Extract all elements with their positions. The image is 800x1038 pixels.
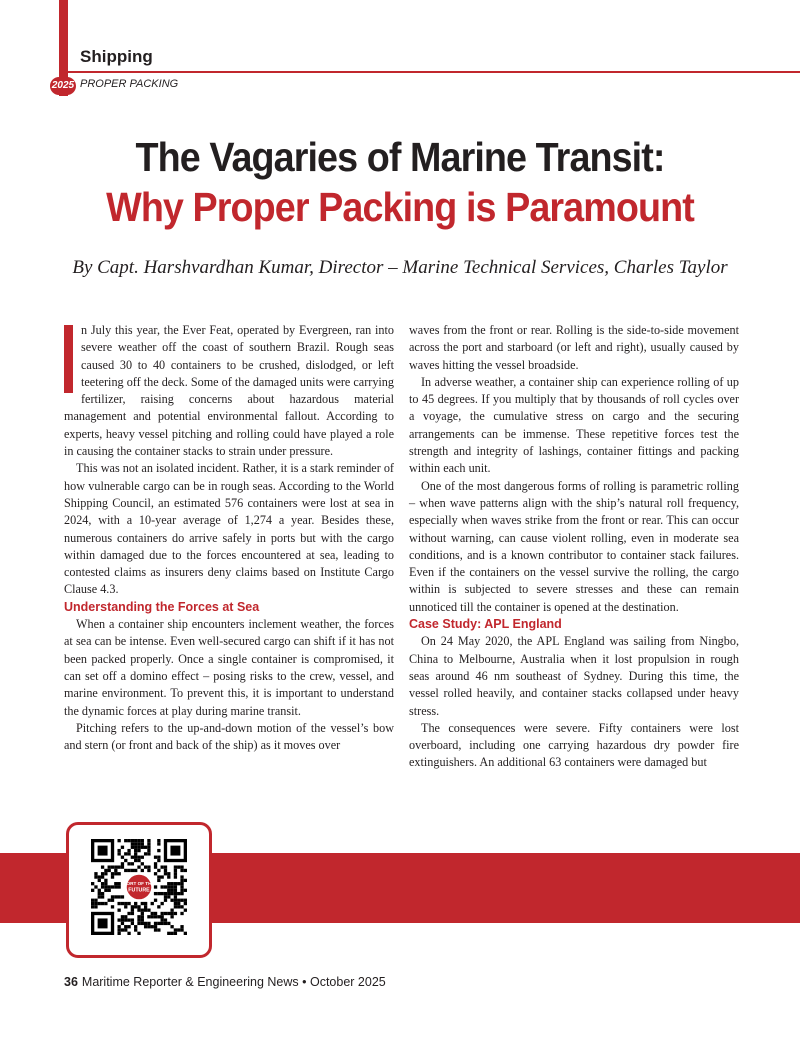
byline: [0, 257, 800, 279]
qr-code-card[interactable]: [66, 822, 212, 958]
article-column-right: [409, 322, 739, 772]
article-column-left: [64, 322, 394, 754]
publication-info: Maritime Reporter & Engineering News • October 2025: [81, 975, 386, 989]
article-paragraph-text: n July this year, the Ever Feat, operated by Evergreen, ran into severe weather off the coast of southern Brazil. Rough seas caused 30 to 40 containers to be crushed, dislodged, or left teetering off the deck. Some of the damaged units were carrying fertilizer, raising concerns about hazardous material management and potential environmental fallout. According to experts, heavy vessel pitching and rolling could have played a role in causing the container stacks to strain under pressure.: [64, 323, 394, 459]
qr-code-icon[interactable]: [91, 839, 187, 935]
byline-dash: –: [383, 257, 403, 278]
section-divider: [68, 71, 800, 73]
article-paragraph: One of the most dangerous forms of rolling is parametric rolling – when wave patterns align with the ship’s natural roll frequency, especially when waves strike from the front or rear. This can occur without warning, can cause violent rolling, even in moderate sea conditions, and is a known contributor to container stack failures. Even if the containers on the vessel survive the rolling, the cargo within is subjected to severe stresses and these can remain unnoticed till the container is opened at the destination.: [409, 478, 739, 614]
drop-cap-bar: [64, 325, 73, 393]
article-paragraph: The consequences were severe. Fifty containers were lost overboard, including one carrying hazardous dry powder fire extinguishers. An additional 63 containers were damaged but: [409, 720, 739, 770]
article-paragraph: Pitching refers to the up-and-down motion of the vessel’s bow and stern (or front and back of the ship) as it moves over: [64, 720, 394, 753]
article-paragraph: waves from the front or rear. Rolling is the side-to-side movement across the port and starboard (or left and right), usually caused by waves hitting the vessel broadside.: [409, 323, 739, 372]
headline-line-2: Why Proper Packing is Paramount: [106, 184, 694, 230]
year-badge: 2025: [50, 77, 76, 95]
subsection-label: PROPER PACKING: [80, 78, 179, 90]
qr-logo-text-1: PORT OF THE: [123, 881, 155, 887]
article-paragraph: This was not an isolated incident. Rather, it is a stark reminder of how vulnerable cargo can be in rough seas. According to the World Shipping Council, an estimated 576 containers were lost at sea in 2024, with a 10-year average of 1,274 a year. Besides these, numerous containers do arrive safely in ports but with the cargo within damaged due to the forces encountered at sea, leading to contested claims as insurers deny claims based on Institute Cargo Clause 4.3.: [64, 461, 394, 597]
article-paragraph: In adverse weather, a container ship can experience rolling of up to 45 degrees. If you multiply that by thousands of roll cycles over a voyage, the cumulative stress on cargo and the securing arrangements can be immense. These repetitive forces test the strength and integrity of lashings, container fittings and packing within each unit.: [409, 374, 739, 476]
byline-author: By Capt. Harshvardhan Kumar, Director: [72, 257, 384, 278]
section-label: Shipping: [80, 47, 153, 66]
headline-line-1: The Vagaries of Marine Transit:: [135, 134, 665, 180]
page-footer: [64, 975, 386, 989]
article-paragraph: [64, 322, 394, 460]
section-heading: Understanding the Forces at Sea: [64, 599, 260, 614]
article-paragraph: When a container ship encounters inclement weather, the forces at sea can be intense. Even well-secured cargo can shift if it has not been packed properly. Once a single container is compromised, it can set off a domino effect – posing risks to the crew, vessel, and marine environment. To prevent this, it is important to understand the dynamic forces at play during marine transit.: [64, 617, 394, 718]
page-number: 36: [64, 975, 78, 989]
article-paragraph: On 24 May 2020, the APL England was sailing from Ningbo, China to Melbourne, Australia when it lost propulsion in rough seas around 46 nm southeast of Sydney. During this time, the vessel rolled heavily, and container stacks collapsed under heavy stress.: [409, 634, 739, 718]
section-heading: Case Study: APL England: [409, 617, 562, 632]
qr-logo-text-2: FUTURE: [128, 887, 150, 894]
byline-organization: Marine Technical Services, Charles Taylor: [402, 257, 728, 278]
